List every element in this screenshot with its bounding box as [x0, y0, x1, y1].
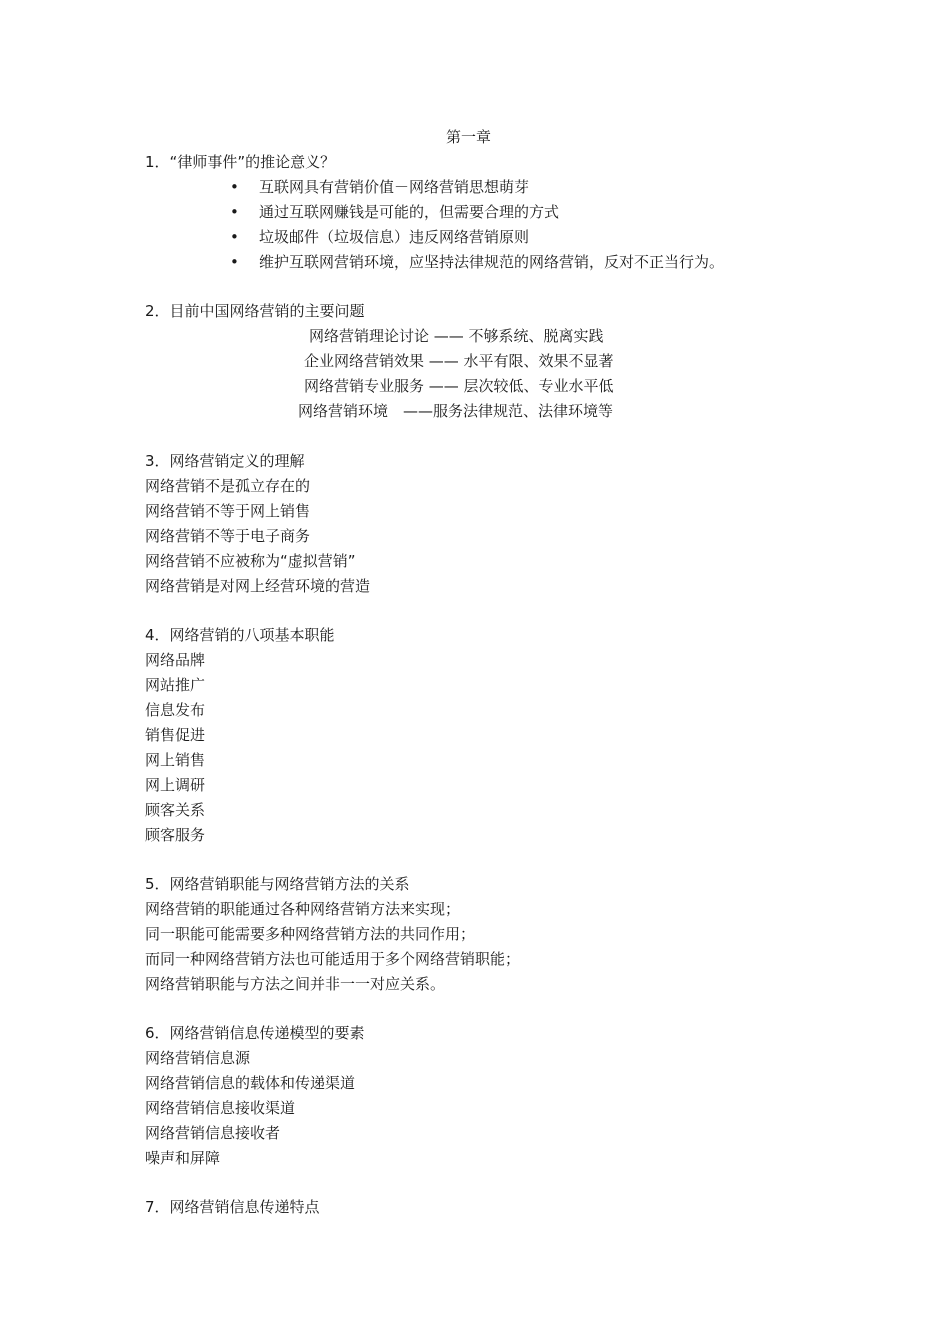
section-1-heading: 1．“律师事件”的推论意义？ — [145, 153, 336, 171]
section-1-bullet: 垃圾邮件（垃圾信息）违反网络营销原则 — [259, 228, 530, 246]
section-5-item: 网络营销的职能通过各种网络营销方法来实现； — [145, 900, 461, 918]
section-4-item: 销售促进 — [145, 726, 206, 744]
section-2-item: 网络营销专业服务 —— 层次较低、专业水平低 — [304, 377, 614, 395]
section-6-item: 网络营销信息的载体和传递渠道 — [145, 1074, 356, 1092]
section-5-item: 网络营销职能与方法之间并非一一对应关系。 — [145, 975, 446, 993]
section-6-heading: 6．网络营销信息传递模型的要素 — [145, 1024, 365, 1042]
section-2-item: 网络营销环境 ——服务法律规范、法律环境等 — [298, 402, 614, 420]
section-4-item: 网站推广 — [145, 676, 206, 694]
section-3-item: 网络营销是对网上经营环境的营造 — [145, 577, 371, 595]
section-4-item: 顾客关系 — [145, 801, 206, 819]
section-3-item: 网络营销不应被称为“虚拟营销” — [145, 552, 356, 570]
bullet-glyph: • — [230, 253, 239, 271]
section-2-item: 企业网络营销效果 —— 水平有限、效果不显著 — [304, 352, 614, 370]
section-4-item: 信息发布 — [145, 701, 206, 719]
section-1-bullet: 维护互联网营销环境，应坚持法律规范的网络营销，反对不正当行为。 — [259, 253, 725, 271]
section-4-heading: 4．网络营销的八项基本职能 — [145, 626, 335, 644]
bullet-glyph: • — [230, 228, 239, 246]
section-1-bullet: 通过互联网赚钱是可能的，但需要合理的方式 — [259, 203, 560, 221]
section-4-item: 网上销售 — [145, 751, 206, 769]
section-6-item: 噪声和屏障 — [145, 1149, 221, 1167]
section-3-heading: 3．网络营销定义的理解 — [145, 452, 305, 470]
chapter-title: 第一章 — [446, 128, 492, 146]
bullet-glyph: • — [230, 178, 239, 196]
section-5-item: 而同一种网络营销方法也可能适用于多个网络营销职能； — [145, 950, 521, 968]
section-4-item: 网上调研 — [145, 776, 206, 794]
section-3-item: 网络营销不等于网上销售 — [145, 502, 311, 520]
section-5-item: 同一职能可能需要多种网络营销方法的共同作用； — [145, 925, 476, 943]
section-3-item: 网络营销不等于电子商务 — [145, 527, 311, 545]
section-6-item: 网络营销信息源 — [145, 1049, 251, 1067]
section-2-item: 网络营销理论讨论 —— 不够系统、脱离实践 — [309, 327, 604, 345]
section-6-item: 网络营销信息接收渠道 — [145, 1099, 296, 1117]
section-4-item: 网络品牌 — [145, 651, 206, 669]
section-5-heading: 5．网络营销职能与网络营销方法的关系 — [145, 875, 410, 893]
section-3-item: 网络营销不是孤立存在的 — [145, 477, 311, 495]
section-1-bullet: 互联网具有营销价值－网络营销思想萌芽 — [259, 178, 530, 196]
section-7-heading: 7．网络营销信息传递特点 — [145, 1198, 320, 1216]
section-6-item: 网络营销信息接收者 — [145, 1124, 281, 1142]
section-2-heading: 2．目前中国网络营销的主要问题 — [145, 302, 365, 320]
section-4-item: 顾客服务 — [145, 826, 206, 844]
bullet-glyph: • — [230, 203, 239, 221]
